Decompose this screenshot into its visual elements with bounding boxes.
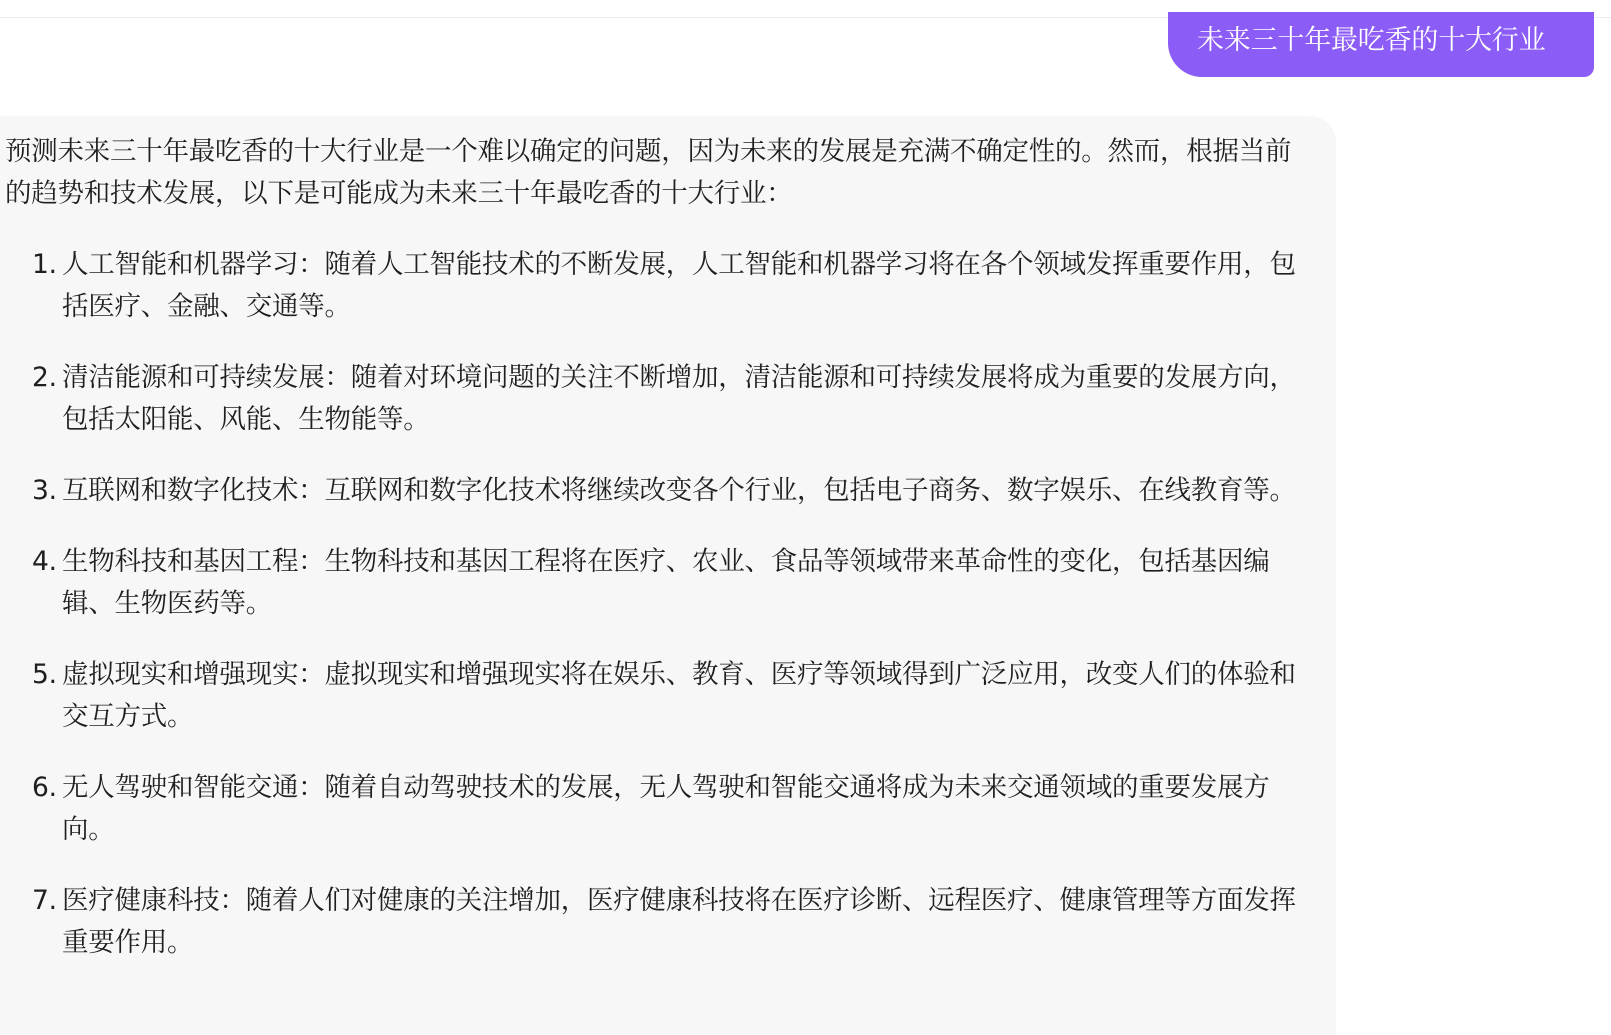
- list-item-number: 3.: [32, 475, 57, 506]
- list-item-number: 2.: [32, 362, 57, 393]
- list-item-text: 无人驾驶和智能交通：随着自动驾驶技术的发展，无人驾驶和智能交通将成为未来交通领域的重要发展方向。: [62, 772, 1270, 845]
- user-message-bubble: 未来三十年最吃香的十大行业: [1168, 12, 1594, 77]
- assistant-intro-text: 预测未来三十年最吃香的十大行业是一个难以确定的问题，因为未来的发展是充满不确定性的。然而，根据当前的趋势和技术发展，以下是可能成为未来三十年最吃香的十大行业：: [5, 136, 1292, 209]
- assistant-message-content: [5, 131, 1305, 993]
- list-item-number: 5.: [32, 659, 57, 690]
- list-item: [5, 880, 1302, 964]
- list-item-number: 7.: [32, 885, 57, 916]
- list-item-text: 生物科技和基因工程：生物科技和基因工程将在医疗、农业、食品等领域带来革命性的变化，包括基因编辑、生物医药等。: [62, 546, 1270, 619]
- list-item: [5, 357, 1302, 441]
- list-item-text: 人工智能和机器学习：随着人工智能技术的不断发展，人工智能和机器学习将在各个领域发挥重要作用，包括医疗、金融、交通等。: [62, 249, 1296, 322]
- list-item: [5, 244, 1302, 328]
- list-item-text: 互联网和数字化技术：互联网和数字化技术将继续改变各个行业，包括电子商务、数字娱乐、在线教育等。: [62, 475, 1296, 506]
- list-item-number: 6.: [32, 772, 57, 803]
- list-item-text: 清洁能源和可持续发展：随着对环境问题的关注不断增加，清洁能源和可持续发展将成为重要的发展方向，包括太阳能、风能、生物能等。: [62, 362, 1296, 435]
- list-item-text: 虚拟现实和增强现实：虚拟现实和增强现实将在娱乐、教育、医疗等领域得到广泛应用，改变人们的体验和交互方式。: [62, 659, 1296, 732]
- list-item-number: 4.: [32, 546, 57, 577]
- list-item: [5, 654, 1302, 738]
- list-item: [5, 541, 1302, 625]
- list-item-number: 1.: [32, 249, 57, 280]
- list-item: [5, 767, 1302, 851]
- list-item: [5, 470, 1302, 512]
- list-item-text: 医疗健康科技：随着人们对健康的关注增加，医疗健康科技将在医疗诊断、远程医疗、健康管理等方面发挥重要作用。: [62, 885, 1296, 958]
